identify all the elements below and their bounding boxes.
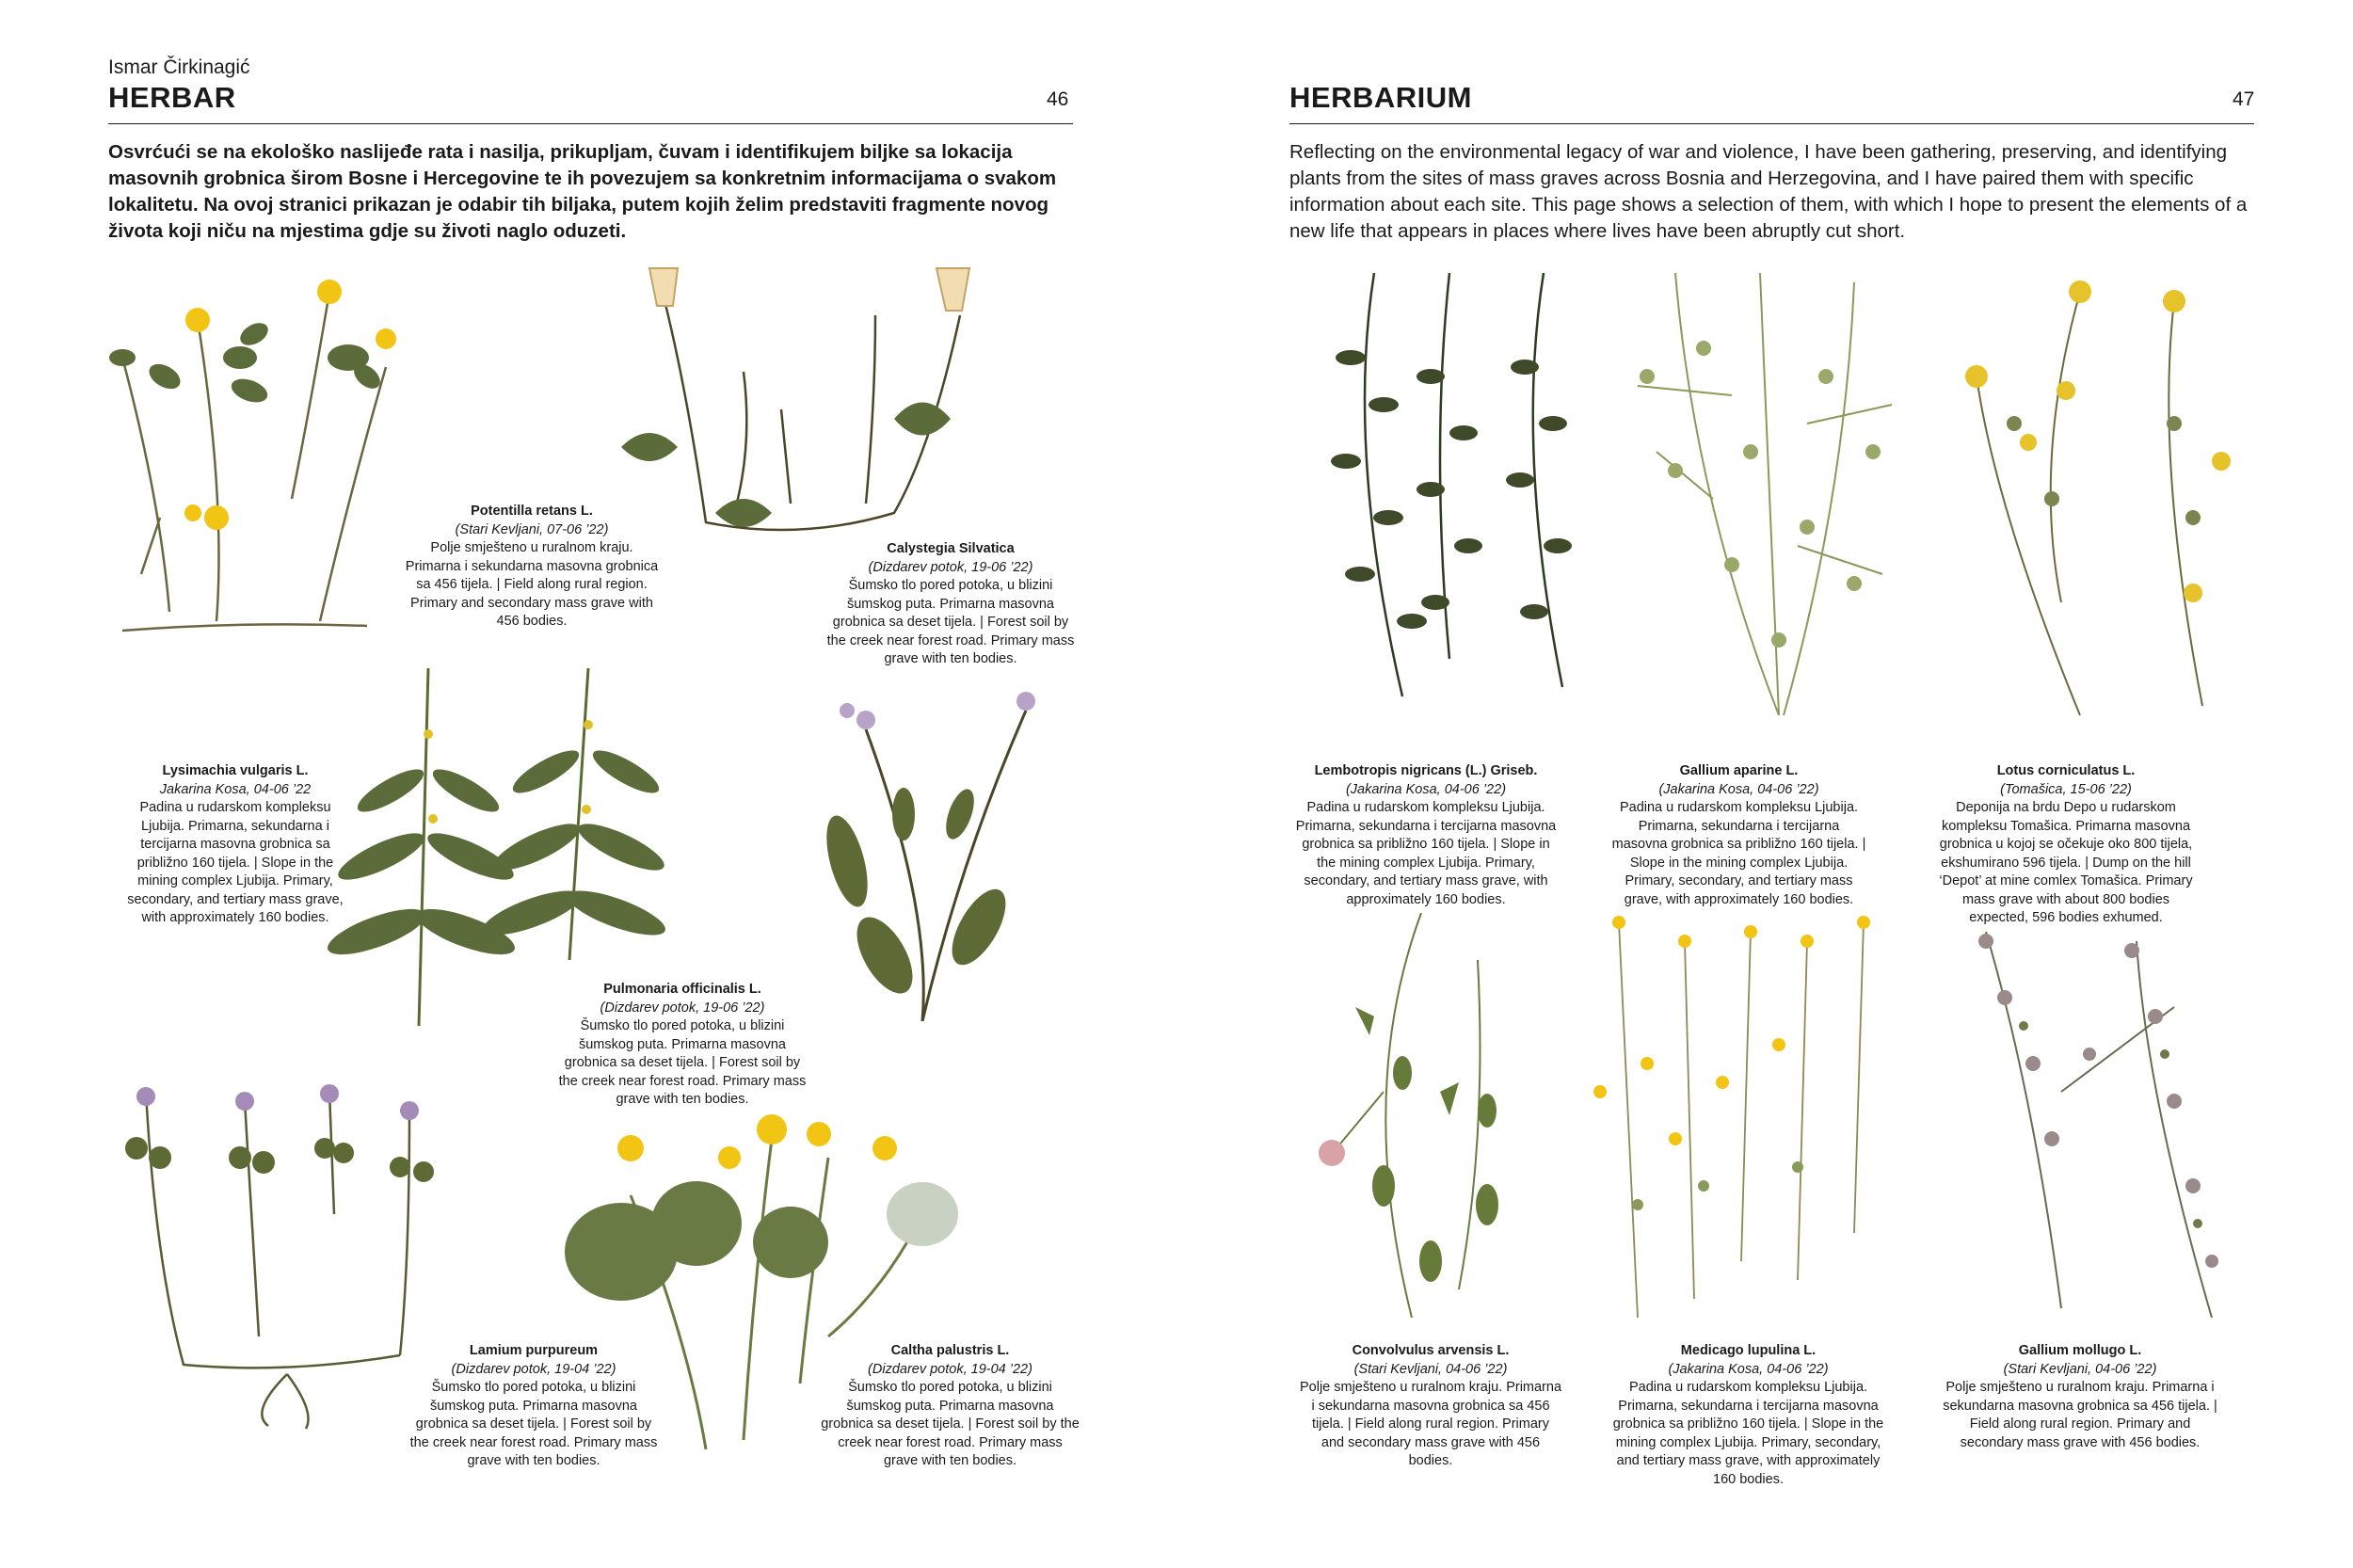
specimen-caption: Gallium mollugo L. (Stari Kevljani, 04-06 ’22) Polje smješteno u ruralnom kraju. Primarna i sekundarna masovna grobnica sa 456 tijela. | Field along rural region. Primary and secondary mass grave with 456 bodies. (1943, 1343, 2217, 1450)
lembotropis-illustration (1308, 264, 1581, 706)
potentilla-illustration (104, 264, 405, 640)
lysimachia-illustration (334, 659, 682, 1035)
left-page (0, 0, 1176, 1568)
specimen-caption: Calystegia Silvatica (Dizdarev potok, 19-06 ’22) Šumsko tlo pored potoka, u blizini šumskog puta. Primarna masovna grobnica sa deset tijela. | Forest soil by the creek near forest road. Primary mass grave with ten bodies. (826, 541, 1075, 666)
specimen-caption: Convolvulus arvensis L. (Stari Kevljani, 04-06 ’22) Polje smješteno u ruralnom kraju. Primarna i sekundarna masovna grobnica sa 456 tijela. | Field along rural region. Primary and secondary mass grave with 456 bodies. (1299, 1343, 1562, 1468)
specimen-caption: Medicago lupulina L. (Jakarina Kosa, 04-06 ’22) Padina u rudarskom kompleksu Ljubija. Primarna, sekundarna i tercijarna masovna grobnica sa približno 160 tijela. | Slope in the mining complex Ljubija. Primary, secondary, and tertiary mass grave, with approximately 160 bodies. (1612, 1343, 1884, 1487)
lamium-illustration (99, 1073, 456, 1431)
page-number: 47 (2233, 88, 2255, 110)
page-title: HERBARIUM (1289, 81, 1472, 114)
intro-paragraph: Reflecting on the environmental legacy of war and violence, I have been gathering, preserving, and identifying plants from the sites of mass graves across Bosnia and Herzegovina, and I have paired them with specific information about each site. This page shows a selection of them, with which I hope to present the elements of a new life that appears in places where lives have been abruptly cut short. (1289, 141, 2248, 242)
author-name: Ismar Čirkinagić (108, 56, 250, 78)
page-title: HERBAR (108, 81, 236, 114)
intro-paragraph: Osvrćući se na ekološko naslijeđe rata i nasilja, prikupljam, čuvam i identifikujem biljke sa lokacija masovnih grobnica širom Bosne i Hercegovine te ih povezujem sa konkretnim informacijama o svakom lokalitetu. Na ovoj stranici prikazan je odabir tih biljaka, putem kojih želim predstaviti fragmente novog života koji niču na mjestima gdje su životi naglo oduzeti. (108, 141, 1057, 242)
gallium-aparine-illustration (1619, 264, 1911, 725)
specimen-caption: Lembotropis nigricans (L.) Griseb. (Jakarina Kosa, 04-06 ’22) Padina u rudarskom kompleksu Ljubija. Primarna, sekundarna i tercijarna masovna grobnica sa približno 160 tijela. | Slope in the mining complex Ljubija. Primary, secondary, and tertiary mass grave, with approximately 160 bodies. (1295, 763, 1557, 907)
page-number: 46 (1047, 88, 1069, 110)
lotus-illustration (1939, 273, 2240, 725)
specimen-caption: Gallium aparine L. (Jakarina Kosa, 04-06 ’22) Padina u rudarskom kompleksu Ljubija. Primarna, sekundarna i tercijarna masovna grobnica sa približno 160 tijela. | Slope in the mining complex Ljubija. Primary, secondary, and tertiary mass grave, with approximately 160 bodies. (1611, 763, 1866, 907)
gallium-mollugo-illustration (1929, 904, 2249, 1318)
pulmonaria-illustration (791, 673, 1054, 1031)
right-page (1176, 0, 2353, 1568)
calystegia-illustration (612, 259, 1007, 560)
title-divider (108, 123, 1073, 124)
specimen-caption: Caltha palustris L. (Dizdarev potok, 19-04 ’22) Šumsko tlo pored potoka, u blizini šumskog puta. Primarna masovna grobnica sa deset tijela. | Forest soil by the creek near forest road. Primary mass grave with ten bodies. (821, 1343, 1080, 1468)
title-divider (1289, 123, 2254, 124)
specimen-caption: Lotus corniculatus L. (Tomašica, 15-06 ’22) Deponija na brdu Depo u rudarskom kompleksu Tomašica. Primarna masovna grobnica u kojoj se očekuje oko 800 tijela, ekshumirano 596 tijela. | Dump on the hill ‘Depot’ at mine comlex Tomašica. Primary mass grave with about 800 bodies expected, 596 bodies exhumed. (1939, 763, 2193, 925)
specimen-caption: Lamium purpureum (Dizdarev potok, 19-04 ’22) Šumsko tlo pored potoka, u blizini šumskog puta. Primarna masovna grobnica sa deset tijela. | Forest soil by the creek near forest road. Primary mass grave with ten bodies. (409, 1343, 658, 1468)
medicago-illustration (1581, 904, 1892, 1327)
specimen-caption: Potentilla retans L. (Stari Kevljani, 07-06 ’22) Polje smješteno u ruralnom kraju. Primarna i sekundarna masovna grobnica sa 456 tijela. | Field along rural region. Primary and secondary mass grave with 456 bodies. (405, 504, 659, 629)
convolvulus-illustration (1299, 904, 1562, 1327)
specimen-caption: Pulmonaria officinalis L. (Dizdarev potok, 19-06 ’22) Šumsko tlo pored potoka, u blizini šumskog puta. Primarna masovna grobnica sa deset tijela. | Forest soil by the creek near forest road. Primary mass grave with ten bodies. (558, 982, 807, 1107)
specimen-caption: Lysimachia vulgaris L. Jakarina Kosa, 04-06 ’22 Padina u rudarskom kompleksu Ljubija. Primarna, sekundarna i tercijarna masovna grobnica sa približno 160 tijela. | Slope in the mining complex Ljubija. Primary, secondary, and tertiary mass grave, with approximately 160 bodies. (127, 763, 344, 925)
